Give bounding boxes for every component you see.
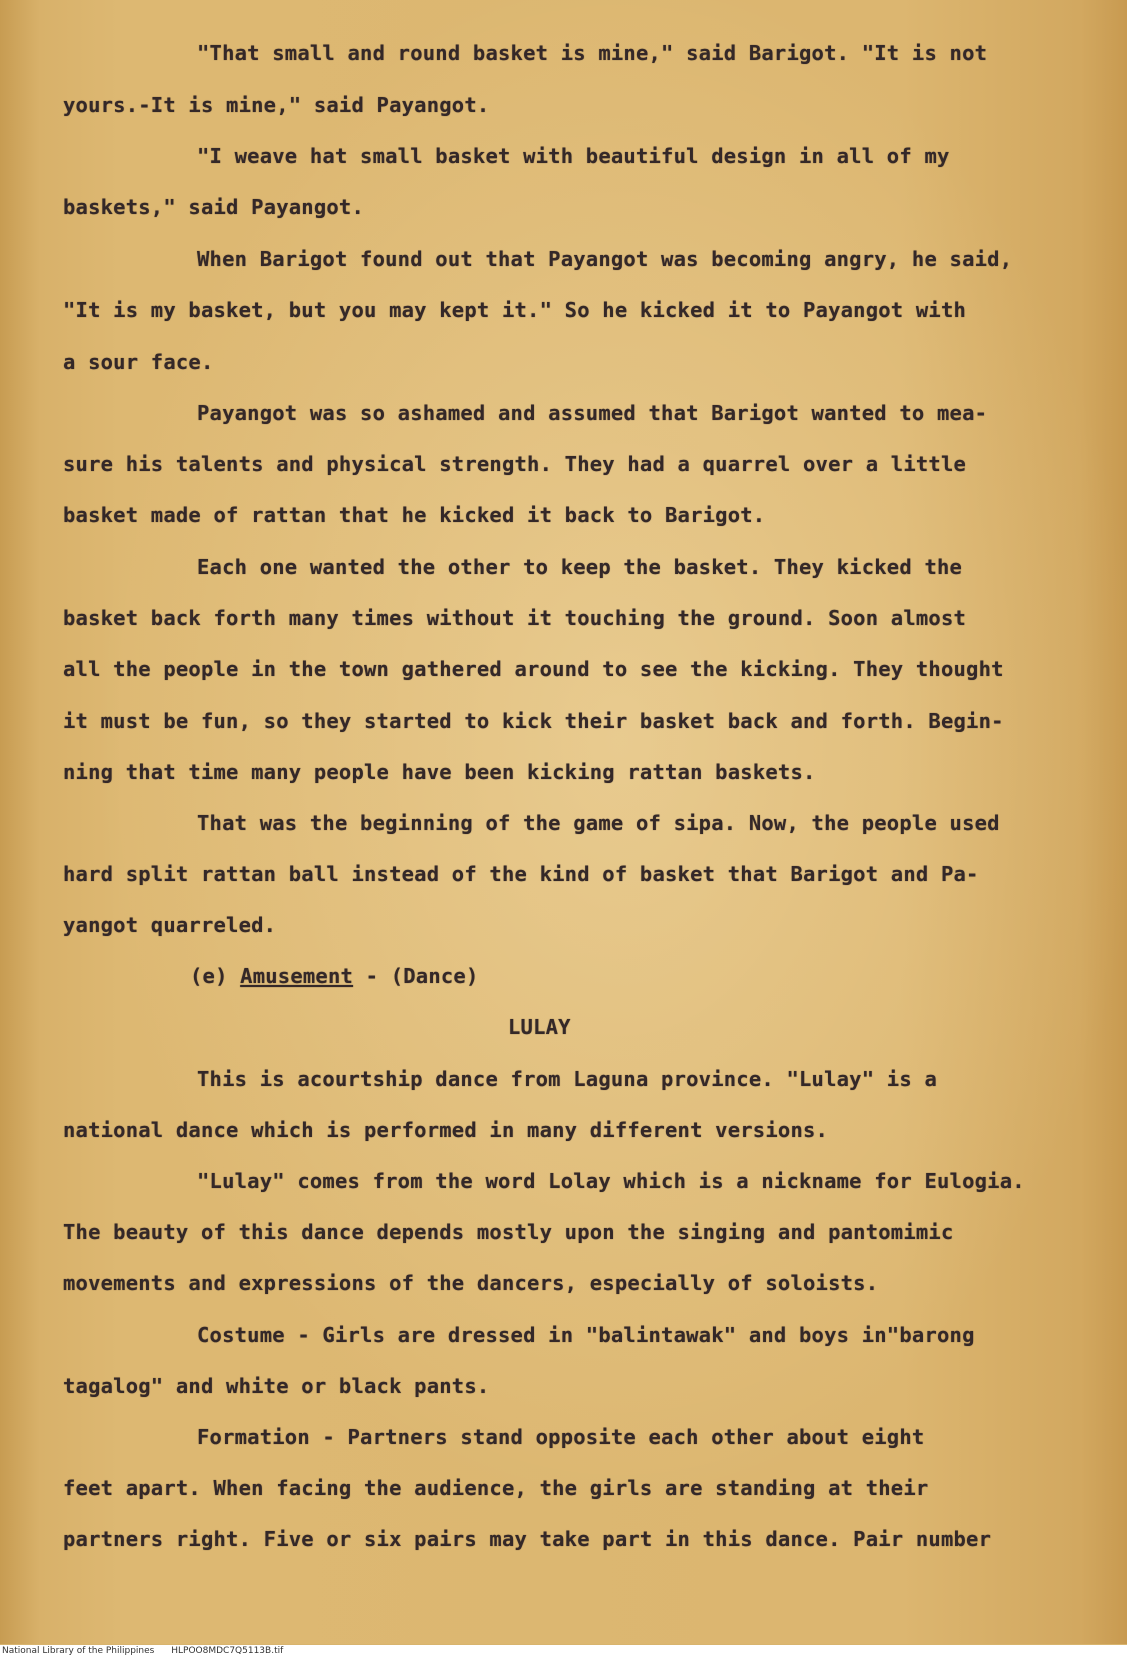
text-line: This is acourtship dance from Laguna province. "Lulay" is a — [197, 1067, 937, 1091]
text-line: Costume - Girls are dressed in "balintawak" and boys in"barong — [197, 1323, 975, 1347]
text-line: basket made of rattan that he kicked it back to Barigot. — [63, 503, 766, 527]
text-line: Payangot was so ashamed and assumed that Barigot wanted to mea- — [197, 401, 988, 425]
text-line: baskets," said Payangot. — [63, 195, 365, 219]
text-line: feet apart. When facing the audience, the girls are standing at their — [63, 1476, 929, 1500]
text-line: tagalog" and white or black pants. — [63, 1374, 490, 1398]
text-line: The beauty of this dance depends mostly upon the singing and pantomimic — [63, 1220, 954, 1244]
scan-footer — [0, 1645, 1127, 1658]
text-line: ning that time many people have been kicking rattan baskets. — [63, 760, 816, 784]
text-line: a sour face. — [63, 350, 214, 374]
dance-title: LULAY — [508, 1015, 571, 1039]
section-heading: (e) Amusement - (Dance) — [190, 964, 479, 988]
text-line: Formation - Partners stand opposite each other about eight — [197, 1425, 925, 1449]
text-line: national dance which is performed in many different versions. — [63, 1118, 829, 1142]
text-line: all the people in the town gathered around to see the kicking. They thought — [63, 657, 1004, 681]
text-line: sure his talents and physical strength. They had a quarrel over a little — [63, 452, 967, 476]
library-credit: National Library of the Philippines — [2, 1646, 155, 1656]
text-line: movements and expressions of the dancers, especially of soloists. — [63, 1271, 879, 1295]
text-line: it must be fun, so they started to kick their basket back and forth. Begin- — [63, 709, 1004, 733]
text-line: "Lulay" comes from the word Lolay which is a nickname for Eulogia. — [197, 1169, 1025, 1193]
text-line: That was the beginning of the game of sipa. Now, the people used — [197, 811, 1000, 835]
text-line: When Barigot found out that Payangot was becoming angry, he said, — [197, 247, 1013, 271]
text-line: Each one wanted the other to keep the basket. They kicked the — [197, 555, 963, 579]
text-line: basket back forth many times without it touching the ground. Soon almost — [63, 606, 967, 630]
text-line: partners right. Five or six pairs may take part in this dance. Pair number — [63, 1527, 992, 1551]
text-line: "I weave hat small basket with beautiful design in all of my — [197, 144, 950, 168]
text-line: yours.-It is mine," said Payangot. — [63, 93, 490, 117]
file-id: HLPOO8MDC7Q5113B.tif — [171, 1646, 284, 1656]
text-line: yangot quarreled. — [63, 913, 277, 937]
text-line: "That small and round basket is mine," said Barigot. "It is not — [197, 41, 988, 65]
text-line: "It is my basket, but you may kept it." So he kicked it to Payangot with — [63, 298, 967, 322]
text-line: hard split rattan ball instead of the kind of basket that Barigot and Pa- — [63, 862, 979, 886]
